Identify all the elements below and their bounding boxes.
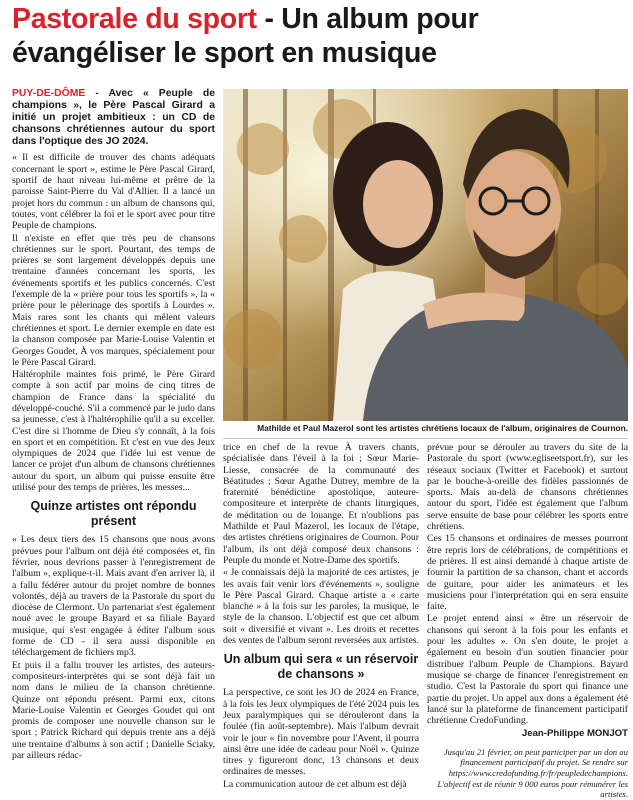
column-1-paragraph: Et puis il a fallu trouver les artistes, des auteurs-compositeurs-interprètes qui se sont déjà fait un nom dans le milieu de la chanson chrétienne. Quinze ont répondu présent. Parmi eux, citons Marie-Louise Valentin et Georges Goudet qui ont promis de composer une nouvelle chanson sur le sport ; Patrick Richard qui depuis trente ans a déjà une trentaine d'albums à son actif ; Danielle Sciaky, par ailleurs rédac- xyxy=(12,659,215,762)
donation-note: Jusqu'au 21 février, on peut participer par un don au financement participatif du projet. Se rendre sur https://www.credofunding.fr/fr/peupledechampions. L'objectif est de réunir 9 000 euros pour rémunérer les artistes. xyxy=(437,746,628,800)
column-1-paragraph: Haltérophile maintes fois primé, le Père Girard compte à son actif par moins de cinq titres de champion de France dans la spécialité du développé-couché. S'il a commencé par le judo dans sa jeunesse, c'est à l'haltérophilie qu'il a su exceller. C'est dire si l'homme de Dieu s'y connaît, à la fois en sport et en compétition. Et c'est en vue des Jeux olympiques de 2024 que l'idée lui est venue de lancer ce projet d'un album de chansons chrétiennes autour du sport, un album qui puisse ensuite être utilisé pour des temps de prières, les messes... xyxy=(12,369,215,494)
author-signature: Jean-Philippe MONJOT xyxy=(521,728,628,740)
column-1 xyxy=(12,88,215,762)
column-3-paragraph: Ces 15 chansons et ordinaires de messes pourront être repris lors de célébrations, de compétitions et de prières. Il est ainsi demandé à chaque artiste de fournir la partition de sa chanson, chant et accords de guitare, pour aider les animateurs et les musiciens pour l'interprétation qui en sera ensuite faite. xyxy=(427,533,628,613)
article-photo xyxy=(223,89,628,421)
lead-paragraph xyxy=(12,88,215,148)
column-3 xyxy=(427,442,628,800)
column-2-paragraph: « Je connaissais déjà la majorité de ces artistes, je les avais fait venir lors d'événements », souligne le Père Pascal Girard. Chaque artiste a « carte blanche » à la fois sur les paroles, la musique, le style de la chanson. L'objectif est que cet album soit « diversifié et vivant ». Les droits et recettes des ventes de l'album seront reversées aux artistes. xyxy=(223,567,419,647)
lead-text: - Avec « Peuple de champions », le Père Pascal Girard a initié un projet ambitieux : un CD de chansons chrétiennes autour du sport dans l'optique des JO 2024. xyxy=(12,88,215,148)
column-3-paragraph: prévue pour se dérouler au travers du site de la Pastorale du sport (www.egliseetsport.fr), sur les réseaux sociaux (Twitter et Facebook) et surtout par le bouche-à-oreille des fidèles passionnés de sports. Mais au-delà de chansons chrétiennes autour du sport, l'idée est également que l'album serve ensuite de base pour célébrer les sports entre chrétiens. xyxy=(427,442,628,533)
headline-rest: - Un album pour évangéliser le sport en musique xyxy=(12,3,479,69)
subhead-quinze-artistes: Quinze artistes ont répondu présent xyxy=(30,499,197,528)
lead-location: PUY-DE-DÔME xyxy=(12,88,86,99)
column-1-paragraph: « Il est difficile de trouver des chants adéquats concernant le sport », estime le Père Pascal Girard, sportif de haut niveau lui-même et prêtre de la paroisse Saint-Pierre du Val d'Allier. Il a lancé un projet hors du commun : un album de chansons qui, toutes, vont célébrer la foi et le sport avec pour titre Peuple de champions. xyxy=(12,152,215,232)
headline xyxy=(12,2,624,70)
column-2-paragraph: La communication autour de cet album est déjà xyxy=(223,778,407,790)
couple-photo-illustration xyxy=(223,89,628,421)
column-2 xyxy=(223,442,419,791)
subhead-reservoir: Un album qui sera « un réservoir de chansons » xyxy=(223,652,419,681)
photo-caption: Mathilde et Paul Mazerol sont les artistes chrétiens locaux de l'album, originaires de Cournon. xyxy=(257,423,628,433)
column-1-paragraph: « Les deux tiers des 15 chansons que nous avons prévues pour l'album ont déjà été composées et, fin février, nous devrions passer à l'enregistrement de l'album », explique-t-il. Mais avant d'en arriver là, il a fallu fédérer autour du projet nombre de bonnes volontés, déjà au travers de la Pastorale du sport du diocèse de Clermont. Un partenariat s'est également noué avec le groupe Bayard et sa filiale Bayard musique, qui s'est engagée à éditer l'album sous forme de CD - il sera aussi disponible en téléchargement de fichiers mp3. xyxy=(12,534,215,659)
column-2-paragraph: trice en chef de la revue À travers chants, spécialisée dans l'éveil à la foi ; Sœur Marie-Liesse, consacrée de la communauté des Béatitudes ; Sœur Agathe Dutrey, membre de la fraternité bénédictine apostolique, auteure-compositeure et interprète de chants liturgiques, de méditation ou de louange. Et n'oublions pas Mathilde et Paul Mazerol, les locaux de l'étape, des artistes chrétiens originaires de Cournon. Pour l'album, ils ont déjà composé deux chansons : Peuple du monde et Notre-Dame des sportifs. xyxy=(223,442,419,566)
column-2-paragraph: La perspective, ce sont les JO de 2024 en France, à la fois les Jeux olympiques de l'été 2024 puis les Jeux paralympiques qui se dérouleront dans la foulée (fin août-septembre). Mais l'album devrait voir le jour « fin novembre pour l'Avent, il pourra ainsi être une idée de cadeau pour Noël ». Quinze titres y figureront donc, 13 chansons et deux ordinaires de messes. xyxy=(223,687,419,778)
column-1-paragraph: Il n'existe en effet que très peu de chansons chrétiennes sur le sport. Pourtant, des temps de prières se sont largement développés depuis une trentaine d'années concernant les sports, les événements sportifs et les publics concernés. C'est l'exemple de la « prière pour tous les sportifs », la « prière pour le pèlerinage des sportifs à Lourdes ». Mais rares sont les chants qui mêlent valeurs chrétiennes et sport. Le dernier exemple en date est la chanson composée par Marie-Louise Valentin et Georges Goudet, À vos marques, spécialement pour le Père Pascal Girard. xyxy=(12,232,215,368)
caption-divider xyxy=(223,438,628,439)
headline-red-part: Pastorale du sport xyxy=(12,3,257,35)
column-3-paragraph: Le projet entend ainsi « être un réservoir de chansons qui seront à la fois pour les enfants et pour les adultes ». On s'en doute, le projet a également eu besoin d'un soutien financier pour distribuer l'album Peuple de Champions. Bayard musique se charge de financer l'enregistrement en studio. C'est la Pastorale du sport qui finance une partie du projet. Un appel aux dons a également été lancé sur la plateforme de financement participatif chrétienne CredoFunding. xyxy=(427,613,628,727)
